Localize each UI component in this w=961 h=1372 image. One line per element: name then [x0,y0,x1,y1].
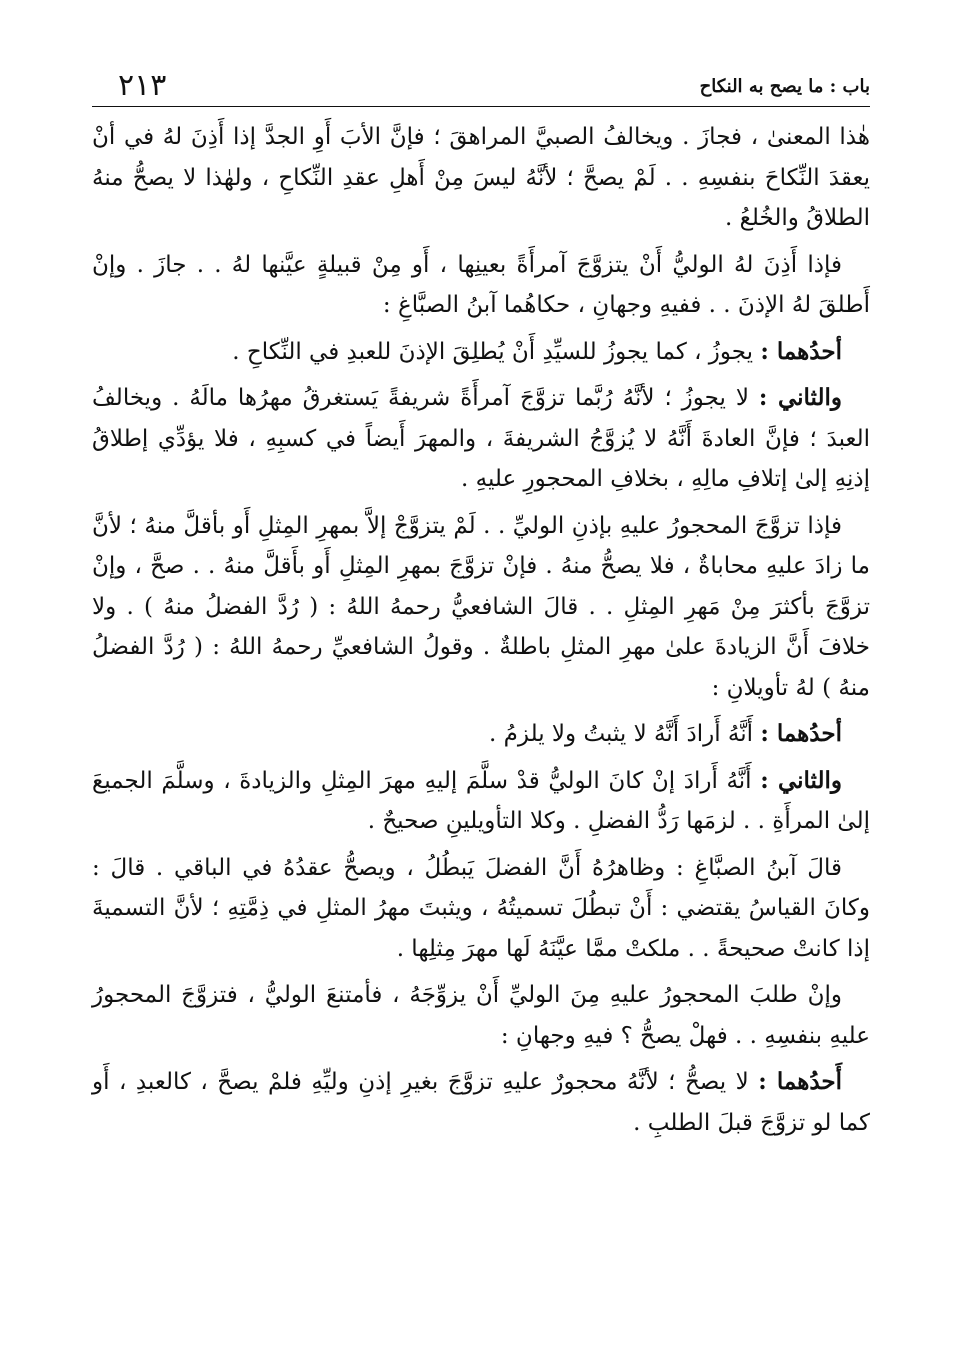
paragraph-2 [92,245,870,326]
paragraph-text: قالَ آبنُ الصبَّاغِ : وظاهرُهُ أَنَّ الفضلَ يَبطُلُ ، ويصحُّ عقدُهُ في الباقي . قالَ : وكانَ القياسُ يقتضي : أَنْ تبطُلَ تسميتُهُ ، ويثبتَ مهرُ المثلِ في ذِمَّتِهِ ؛ لأنَّ التسميةَ إذا كانتْ صحيحةً . . ملكتْ ممَّا عيَّنَهُ لَها مهرَ مِثلِها . [92,854,870,962]
paragraph-lead: أَحدُهما : [758,1068,843,1095]
paragraph-text: لا يصحُّ ؛ لأنَّهُ محجورٌ عليهِ تزوَّجَ بغيرِ إذنِ وليِّهِ فلمْ يصحَّ ، كالعبدِ ، أَو كما لو تزوَّجَ قبلَ الطلبِ . [92,1069,870,1136]
running-header [92,62,870,107]
book-page [92,62,870,1149]
page-number: ٢١٣ [118,68,167,103]
paragraph-1 [92,117,870,239]
paragraph-3 [92,332,870,373]
paragraph-lead: والثاني : [758,384,843,411]
paragraph-text: أَنَّهُ أَرادَ إنْ كانَ الوليُّ قدْ سلَّمَ إليهِ مهرَ المِثلِ والزيادةَ ، وسلَّمَ الجميعَ إلىٰ المرأَةِ . . لزمَها رَدُّ الفضلِ . وكلا التأويلينِ صحيحٌ . [92,767,870,834]
paragraph-9 [92,975,870,1056]
paragraph-text: وإنْ طلبَ المحجورُ عليهِ مِنَ الوليِّ أَنْ يزوِّجَهُ ، فأمتنعَ الوليُّ ، فتزوَّجَ المحجورُ عليهِ بنفسِهِ . . فهلْ يصحُّ ؟ فيهِ وجهانِ : [92,982,870,1049]
page-body [92,117,870,1143]
paragraph-lead: والثاني : [760,766,842,794]
paragraph-text: لا يجوزُ ؛ لأنَّهُ رُبَّما تزوَّجَ آمرأَةً شريفةً يَستغرقُ مهرُها مالَهُ . ويخالفُ العبدَ ؛ فإنَّ العادةَ أَنَّهُ لا يُزوَّجُ الشريفةَ ، والمهرَ أَيضاً في كسبِهِ ، فلا يؤدِّي إطلاقُ إذنِهِ إلىٰ إتلافِ مالِهِ ، بخلافِ المحجورِ عليهِ . [92,385,870,492]
paragraph-text: فإذا تزوَّجَ المحجورُ عليهِ بإذنِ الوليِّ . . لَمْ يتزوَّجْ إلاَّ بمهرِ المِثلِ أَو بأقلَّ منهُ ؛ لأنَّ ما زادَ عليهِ محاباةٌ ، فلا يصحُّ منهُ . فإنْ تزوَّجَ بمهرِ المِثلِ أَو بأَقلَّ منهُ . . صحَّ ، وإنْ تزوَّجَ بأكثرَ مِنْ مَهرِ المِثلِ . . قالَ الشافعيُّ رحمهُ اللهُ : ( رُدَّ الفضلُ منهُ ) . ولا خلافَ أَنَّ الزيادةَ علىٰ مهرِ المثلِ باطلةٌ . وقولُ الشافعيِّ رحمهُ اللهُ : ( رُدَّ الفضلُ منهُ ) لهُ تأويلانِ : [92,512,870,701]
paragraph-lead: أحدُهما : [760,337,842,365]
paragraph-text: فإذا أَذِنَ لهُ الوليُّ أَنْ يتزوَّجَ آمرأَةً بعينِها ، أَو مِنْ قبيلةٍ عيَّنها لهُ . . جازَ . وإنْ أَطلقَ لهُ الإذنَ . . ففيهِ وجهانِ ، حكاهُما آبنُ الصبَّاغِ : [92,251,870,318]
paragraph-text: يجوزُ ، كما يجوزُ للسيِّدِ أَنْ يُطلِقَ الإذنَ للعبدِ في النِّكاحِ . [232,338,754,365]
paragraph-lead: أحدُهما : [760,720,842,747]
paragraph-6 [92,714,870,755]
paragraph-text: هٰذا المعنىٰ ، فجازَ . ويخالفُ الصبيَّ المراهقَ ؛ فإنَّ الأبَ أَوِ الجدَّ إذا أَذِنَ لهُ في أنْ يعقدَ النِّكاحَ بنفسِهِ . . لَمْ يصحَّ ؛ لأنَّهُ ليسَ مِنْ أَهلِ عقدِ النِّكاحِ ، ولهٰذا لا يصحُّ منهُ الطلاقُ والخُلعُ . [92,124,870,231]
paragraph-7 [92,761,870,842]
paragraph-8 [92,848,870,970]
paragraph-text: أَنَّهُ أَرادَ أَنَّهُ لا يثبتُ ولا يلزمُ . [489,721,754,747]
paragraph-10 [92,1062,870,1143]
chapter-title: باب : ما يصح به النكاح [699,76,870,97]
paragraph-4 [92,378,870,500]
paragraph-5 [92,506,870,709]
